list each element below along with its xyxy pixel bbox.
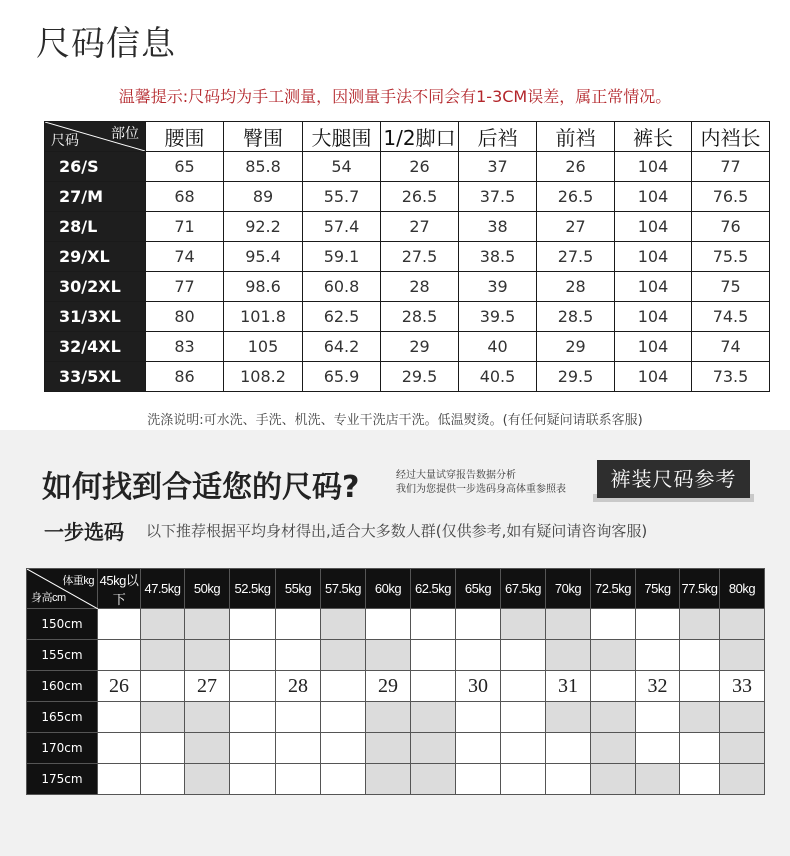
grid-cell bbox=[591, 702, 636, 733]
size-value: 77 bbox=[146, 272, 224, 302]
size-value: 80 bbox=[146, 302, 224, 332]
size-value: 77 bbox=[692, 152, 770, 182]
height-label: 165cm bbox=[27, 702, 98, 733]
size-value: 64.2 bbox=[303, 332, 381, 362]
grid-cell bbox=[230, 764, 276, 795]
weight-header: 67.5kg bbox=[501, 569, 546, 609]
grid-cell bbox=[720, 640, 765, 671]
weight-header: 55kg bbox=[276, 569, 321, 609]
grid-cell bbox=[321, 764, 366, 795]
grid-cell bbox=[501, 640, 546, 671]
grid-cell bbox=[185, 733, 230, 764]
grid-cell bbox=[720, 609, 765, 640]
grid-cell bbox=[321, 671, 366, 702]
grid-cell bbox=[230, 640, 276, 671]
size-value: 29 bbox=[537, 332, 615, 362]
grid-cell bbox=[411, 702, 456, 733]
grid-cell bbox=[141, 671, 185, 702]
header-inseam: 内裆长 bbox=[692, 122, 770, 152]
size-value: 65.9 bbox=[303, 362, 381, 392]
grid-cell bbox=[98, 609, 141, 640]
grid-cell bbox=[366, 609, 411, 640]
grid-cell bbox=[141, 702, 185, 733]
recommended-size: 31 bbox=[546, 671, 591, 702]
size-value: 71 bbox=[146, 212, 224, 242]
size-value: 74.5 bbox=[692, 302, 770, 332]
page-title: 尺码信息 bbox=[36, 24, 176, 64]
size-value: 108.2 bbox=[224, 362, 303, 392]
size-row bbox=[45, 362, 770, 392]
size-label: 29/XL bbox=[45, 242, 146, 272]
size-value: 39 bbox=[459, 272, 537, 302]
grid-cell bbox=[680, 640, 720, 671]
grid-cell bbox=[680, 733, 720, 764]
size-value: 38 bbox=[459, 212, 537, 242]
grid-cell bbox=[141, 609, 185, 640]
weight-header: 77.5kg bbox=[680, 569, 720, 609]
size-value: 28.5 bbox=[381, 302, 459, 332]
weight-header: 62.5kg bbox=[411, 569, 456, 609]
size-value: 27 bbox=[381, 212, 459, 242]
grid-cell bbox=[636, 609, 680, 640]
size-value: 74 bbox=[146, 242, 224, 272]
size-row bbox=[45, 212, 770, 242]
size-value: 55.7 bbox=[303, 182, 381, 212]
grid-cell bbox=[141, 733, 185, 764]
header-front-rise: 前裆 bbox=[537, 122, 615, 152]
grid-cell bbox=[98, 702, 141, 733]
grid-cell bbox=[636, 733, 680, 764]
grid-cell bbox=[546, 702, 591, 733]
step-title: 一步选码 bbox=[44, 520, 124, 544]
height-label: 155cm bbox=[27, 640, 98, 671]
corner-label-size: 尺码 bbox=[51, 133, 79, 149]
size-value: 104 bbox=[615, 272, 692, 302]
step-description: 以下推荐根据平均身材得出,适合大多数人群(仅供参考,如有疑问请咨询客服) bbox=[146, 522, 648, 540]
grid-cell bbox=[230, 609, 276, 640]
size-value: 28 bbox=[381, 272, 459, 302]
size-row bbox=[45, 272, 770, 302]
grid-cell bbox=[636, 640, 680, 671]
size-label: 33/5XL bbox=[45, 362, 146, 392]
size-value: 104 bbox=[615, 332, 692, 362]
grid-cell bbox=[591, 609, 636, 640]
guide-note-line-2: 我们为您提供一步选码身高体重参照表 bbox=[396, 484, 566, 495]
size-row bbox=[45, 302, 770, 332]
size-value: 83 bbox=[146, 332, 224, 362]
height-row bbox=[27, 609, 765, 640]
grid-cell bbox=[276, 640, 321, 671]
size-value: 38.5 bbox=[459, 242, 537, 272]
weight-header: 70kg bbox=[546, 569, 591, 609]
size-value: 27 bbox=[537, 212, 615, 242]
grid-cell bbox=[321, 733, 366, 764]
grid-cell bbox=[720, 764, 765, 795]
weight-header: 57.5kg bbox=[321, 569, 366, 609]
grid-cell bbox=[321, 640, 366, 671]
grid-cell bbox=[276, 733, 321, 764]
height-row bbox=[27, 702, 765, 733]
size-value: 29 bbox=[381, 332, 459, 362]
grid-cell bbox=[366, 733, 411, 764]
height-weight-table bbox=[26, 568, 765, 795]
grid-cell bbox=[411, 764, 456, 795]
size-label: 32/4XL bbox=[45, 332, 146, 362]
grid-cell bbox=[591, 764, 636, 795]
header-hip: 臀围 bbox=[224, 122, 303, 152]
weight-table-corner bbox=[27, 569, 98, 609]
size-value: 37 bbox=[459, 152, 537, 182]
grid-cell bbox=[230, 671, 276, 702]
size-label: 30/2XL bbox=[45, 272, 146, 302]
grid-cell bbox=[456, 733, 501, 764]
size-table bbox=[44, 121, 770, 392]
grid-cell bbox=[141, 764, 185, 795]
size-value: 98.6 bbox=[224, 272, 303, 302]
grid-cell bbox=[501, 733, 546, 764]
height-row bbox=[27, 764, 765, 795]
size-value: 92.2 bbox=[224, 212, 303, 242]
height-label: 170cm bbox=[27, 733, 98, 764]
size-value: 29.5 bbox=[537, 362, 615, 392]
grid-cell bbox=[680, 702, 720, 733]
grid-cell bbox=[636, 702, 680, 733]
recommended-size: 30 bbox=[456, 671, 501, 702]
grid-cell bbox=[230, 733, 276, 764]
grid-cell bbox=[98, 733, 141, 764]
weight-header: 65kg bbox=[456, 569, 501, 609]
size-value: 26 bbox=[537, 152, 615, 182]
grid-cell bbox=[501, 671, 546, 702]
grid-cell bbox=[321, 702, 366, 733]
weight-header: 50kg bbox=[185, 569, 230, 609]
size-value: 74 bbox=[692, 332, 770, 362]
grid-cell bbox=[185, 702, 230, 733]
weight-header: 52.5kg bbox=[230, 569, 276, 609]
grid-cell bbox=[366, 702, 411, 733]
header-thigh: 大腿围 bbox=[303, 122, 381, 152]
grid-cell bbox=[680, 764, 720, 795]
size-value: 57.4 bbox=[303, 212, 381, 242]
grid-cell bbox=[501, 764, 546, 795]
grid-cell bbox=[720, 702, 765, 733]
grid-cell bbox=[546, 640, 591, 671]
size-label: 26/S bbox=[45, 152, 146, 182]
size-label: 31/3XL bbox=[45, 302, 146, 332]
grid-cell bbox=[456, 702, 501, 733]
size-value: 76.5 bbox=[692, 182, 770, 212]
grid-cell bbox=[720, 733, 765, 764]
height-row bbox=[27, 671, 765, 702]
size-value: 85.8 bbox=[224, 152, 303, 182]
height-row bbox=[27, 640, 765, 671]
recommended-size: 27 bbox=[185, 671, 230, 702]
weight-header: 72.5kg bbox=[591, 569, 636, 609]
grid-cell bbox=[411, 640, 456, 671]
grid-cell bbox=[501, 609, 546, 640]
size-value: 73.5 bbox=[692, 362, 770, 392]
grid-cell bbox=[141, 640, 185, 671]
grid-cell bbox=[411, 733, 456, 764]
guide-question: 如何找到合适您的尺码? bbox=[42, 470, 360, 505]
size-value: 54 bbox=[303, 152, 381, 182]
size-value: 104 bbox=[615, 362, 692, 392]
header-waist: 腰围 bbox=[146, 122, 224, 152]
size-row bbox=[45, 152, 770, 182]
recommended-size: 29 bbox=[366, 671, 411, 702]
size-value: 62.5 bbox=[303, 302, 381, 332]
grid-cell bbox=[98, 764, 141, 795]
weight-header: 60kg bbox=[366, 569, 411, 609]
recommended-size: 28 bbox=[276, 671, 321, 702]
size-value: 101.8 bbox=[224, 302, 303, 332]
size-table-header-row bbox=[45, 122, 770, 152]
weight-header-row bbox=[27, 569, 765, 609]
size-value: 26.5 bbox=[537, 182, 615, 212]
size-value: 59.1 bbox=[303, 242, 381, 272]
size-value: 37.5 bbox=[459, 182, 537, 212]
grid-cell bbox=[98, 640, 141, 671]
grid-cell bbox=[276, 609, 321, 640]
size-value: 26 bbox=[381, 152, 459, 182]
size-value: 68 bbox=[146, 182, 224, 212]
weight-header: 80kg bbox=[720, 569, 765, 609]
size-value: 40.5 bbox=[459, 362, 537, 392]
grid-cell bbox=[185, 764, 230, 795]
grid-cell bbox=[366, 764, 411, 795]
height-label: 150cm bbox=[27, 609, 98, 640]
height-label: 160cm bbox=[27, 671, 98, 702]
corner-label-height: 身高cm bbox=[31, 592, 66, 604]
size-value: 28.5 bbox=[537, 302, 615, 332]
header-length: 裤长 bbox=[615, 122, 692, 152]
size-value: 104 bbox=[615, 242, 692, 272]
size-row bbox=[45, 242, 770, 272]
grid-cell bbox=[411, 671, 456, 702]
weight-header: 45kg以下 bbox=[98, 569, 141, 609]
grid-cell bbox=[276, 702, 321, 733]
recommended-size: 26 bbox=[98, 671, 141, 702]
size-row bbox=[45, 332, 770, 362]
grid-cell bbox=[185, 640, 230, 671]
grid-cell bbox=[680, 609, 720, 640]
guide-note-line-1: 经过大量试穿报告数据分析 bbox=[396, 470, 516, 481]
size-label: 27/M bbox=[45, 182, 146, 212]
weight-header: 75kg bbox=[636, 569, 680, 609]
corner-label-weight: 体重kg bbox=[62, 575, 94, 587]
grid-cell bbox=[546, 733, 591, 764]
grid-cell bbox=[680, 671, 720, 702]
weight-header: 47.5kg bbox=[141, 569, 185, 609]
size-value: 40 bbox=[459, 332, 537, 362]
pants-size-reference-badge: 裤装尺码参考 bbox=[597, 460, 750, 498]
grid-cell bbox=[591, 640, 636, 671]
grid-cell bbox=[366, 640, 411, 671]
size-value: 104 bbox=[615, 212, 692, 242]
size-row bbox=[45, 182, 770, 212]
size-label: 28/L bbox=[45, 212, 146, 242]
header-back-rise: 后裆 bbox=[459, 122, 537, 152]
grid-cell bbox=[456, 764, 501, 795]
size-value: 104 bbox=[615, 302, 692, 332]
grid-cell bbox=[230, 702, 276, 733]
size-value: 27.5 bbox=[537, 242, 615, 272]
guide-note bbox=[396, 469, 566, 497]
recommended-size: 33 bbox=[720, 671, 765, 702]
header-leg-opening: 1/2脚口 bbox=[381, 122, 459, 152]
height-row bbox=[27, 733, 765, 764]
size-table-corner bbox=[45, 122, 146, 152]
size-value: 89 bbox=[224, 182, 303, 212]
grid-cell bbox=[411, 609, 456, 640]
grid-cell bbox=[185, 609, 230, 640]
size-value: 104 bbox=[615, 182, 692, 212]
grid-cell bbox=[456, 640, 501, 671]
corner-label-part: 部位 bbox=[111, 126, 139, 142]
size-value: 28 bbox=[537, 272, 615, 302]
grid-cell bbox=[546, 764, 591, 795]
grid-cell bbox=[591, 733, 636, 764]
size-value: 95.4 bbox=[224, 242, 303, 272]
size-value: 65 bbox=[146, 152, 224, 182]
size-value: 76 bbox=[692, 212, 770, 242]
grid-cell bbox=[276, 764, 321, 795]
size-value: 75 bbox=[692, 272, 770, 302]
height-label: 175cm bbox=[27, 764, 98, 795]
grid-cell bbox=[591, 671, 636, 702]
grid-cell bbox=[501, 702, 546, 733]
size-value: 29.5 bbox=[381, 362, 459, 392]
size-value: 75.5 bbox=[692, 242, 770, 272]
size-value: 26.5 bbox=[381, 182, 459, 212]
size-value: 39.5 bbox=[459, 302, 537, 332]
grid-cell bbox=[456, 609, 501, 640]
recommended-size: 32 bbox=[636, 671, 680, 702]
grid-cell bbox=[321, 609, 366, 640]
grid-cell bbox=[546, 609, 591, 640]
grid-cell bbox=[636, 764, 680, 795]
measurement-warning: 温馨提示:尺码均为手工测量，因测量手法不同会有1-3CM误差，属正常情况。 bbox=[118, 87, 672, 106]
washing-instructions: 洗涤说明:可水洗、手洗、机洗、专业干洗店干洗。低温熨烫。(有任何疑问请联系客服) bbox=[147, 413, 643, 428]
size-value: 86 bbox=[146, 362, 224, 392]
size-value: 27.5 bbox=[381, 242, 459, 272]
size-value: 60.8 bbox=[303, 272, 381, 302]
size-value: 104 bbox=[615, 152, 692, 182]
size-value: 105 bbox=[224, 332, 303, 362]
